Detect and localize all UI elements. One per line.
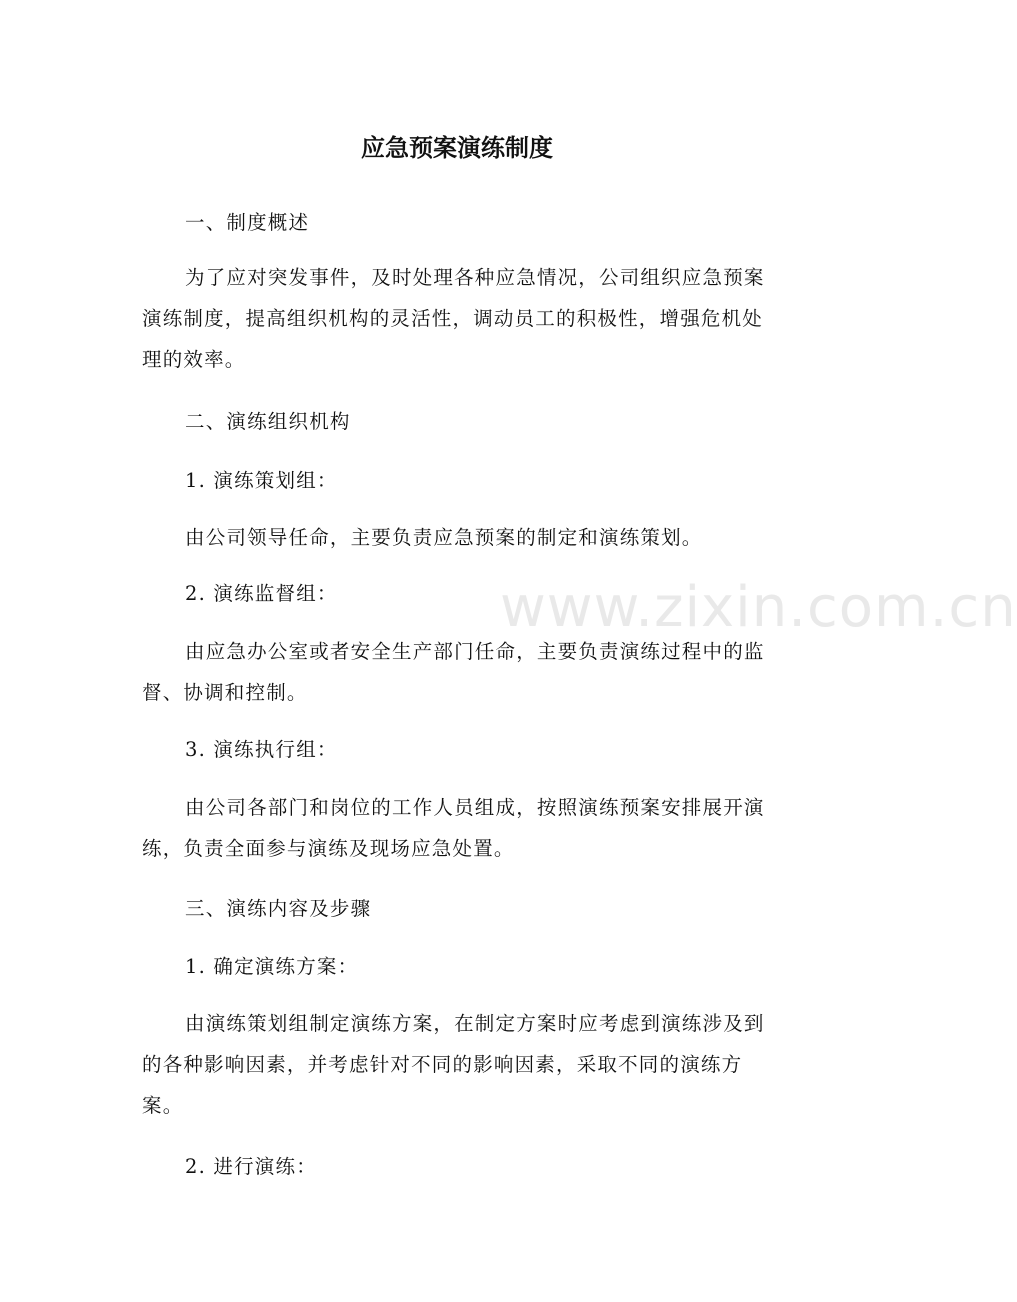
document-title: 应急预案演练制度 bbox=[361, 134, 553, 162]
paragraph-overview: 为了应对突发事件，及时处理各种应急情况，公司组织应急预案演练制度，提高组织机构的灵活性，调动员工的积极性，增强危机处理的效率。 bbox=[142, 266, 765, 371]
paragraph-determine-plan: 由演练策划组制定演练方案，在制定方案时应考虑到演练涉及到的各种影响因素，并考虑针对不同的影响因素，采取不同的演练方案。 bbox=[142, 1012, 765, 1117]
watermark: www.zixin.com.cn bbox=[500, 575, 1017, 640]
subheading-conduct-drill: 2. 进行演练： bbox=[185, 1155, 317, 1178]
section-heading-overview: 一、制度概述 bbox=[185, 211, 310, 234]
section-heading-organization: 二、演练组织机构 bbox=[185, 410, 351, 433]
section-heading-content-steps: 三、演练内容及步骤 bbox=[185, 897, 372, 920]
subheading-supervision-group: 2. 演练监督组： bbox=[185, 582, 338, 605]
subheading-execution-group: 3. 演练执行组： bbox=[185, 738, 338, 761]
paragraph-planning-group: 由公司领导任命，主要负责应急预案的制定和演练策划。 bbox=[185, 526, 703, 549]
paragraph-supervision-group: 由应急办公室或者安全生产部门任命，主要负责演练过程中的监督、协调和控制。 bbox=[142, 640, 765, 704]
subheading-planning-group: 1. 演练策划组： bbox=[185, 469, 338, 492]
subheading-determine-plan: 1. 确定演练方案： bbox=[185, 955, 359, 978]
paragraph-execution-group: 由公司各部门和岗位的工作人员组成，按照演练预案安排展开演练，负责全面参与演练及现场应急处置。 bbox=[142, 796, 765, 860]
